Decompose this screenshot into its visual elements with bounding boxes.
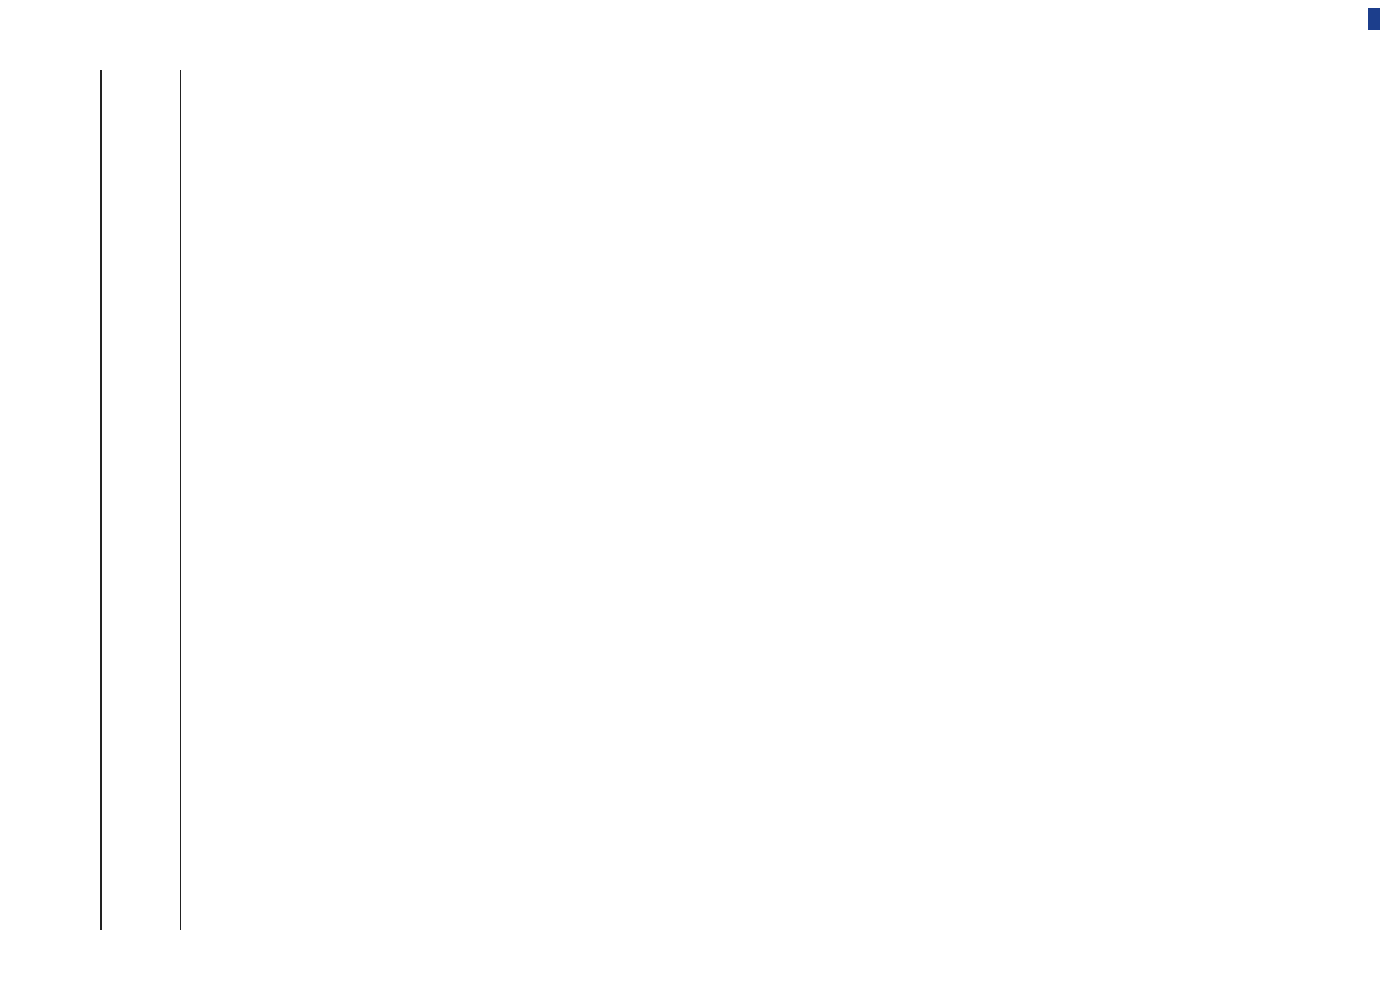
dfg-logo (1368, 8, 1380, 30)
credit-strip (1356, 10, 1380, 410)
budget-table (100, 70, 1280, 930)
table-top-rule (100, 70, 102, 930)
rotated-document (40, 60, 1320, 960)
page-header (50, 80, 90, 930)
header-rule (180, 70, 181, 930)
